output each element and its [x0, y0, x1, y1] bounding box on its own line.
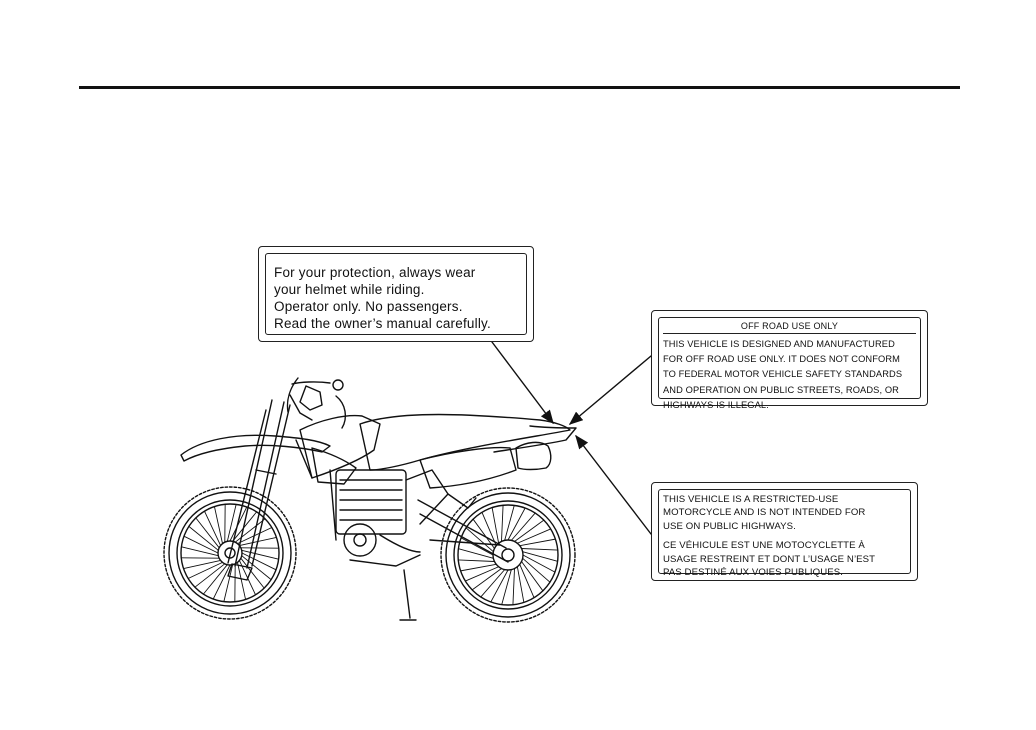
- wheel-spoke: [213, 565, 230, 599]
- arrow-offroad-label: [570, 356, 651, 424]
- wheel-spoke: [522, 548, 558, 550]
- restricted-label-en-line-3: USE ON PUBLIC HIGHWAYS.: [663, 520, 796, 532]
- kickstand: [400, 570, 416, 620]
- wheel-spoke: [242, 556, 271, 580]
- wheel-spoke: [184, 536, 218, 553]
- restricted-label-en-line-1: THIS VEHICLE IS A RESTRICTED-USE: [663, 494, 839, 505]
- handlebar: [287, 378, 345, 428]
- restricted-use-label: [651, 482, 918, 581]
- rear-wheel: [441, 488, 575, 622]
- wheel-spoke: [458, 560, 494, 562]
- arrow-restricted-label: [576, 436, 651, 534]
- restricted-label-fr-line-1: CE VÉHICULE EST UNE MOTOCYCLETTE À: [663, 540, 865, 552]
- wheel-spoke: [242, 550, 279, 559]
- wheel-spoke: [189, 526, 218, 550]
- wheel-spoke: [224, 565, 233, 602]
- offroad-use-label-frame: [658, 317, 921, 410]
- offroad-label-title: OFF ROAD USE ONLY: [663, 321, 916, 334]
- offroad-label-line-3: TO FEDERAL MOTOR VEHICLE SAFETY STANDARDS: [663, 369, 903, 380]
- wheel-spoke: [181, 547, 218, 556]
- side-panel: [420, 448, 516, 488]
- wheel-spoke: [233, 512, 257, 541]
- wheel-spoke: [501, 505, 503, 541]
- wheel-spoke: [458, 549, 493, 559]
- wheel-spoke: [184, 560, 221, 568]
- front-fork: [228, 400, 290, 580]
- helmet-label-line-1: For your protection, always wear: [274, 265, 476, 280]
- wheel-spoke: [204, 511, 220, 545]
- wheel-spoke: [214, 507, 222, 544]
- restricted-label-en-line-2: MOTORCYCLE AND IS NOT INTENDED FOR: [663, 507, 866, 519]
- front-fender: [181, 435, 330, 461]
- wheel-spoke: [203, 565, 227, 594]
- restricted-use-label-frame: [658, 489, 911, 579]
- wheel-spoke: [188, 562, 222, 578]
- engine: [336, 470, 448, 566]
- helmet-label-line-2: your helmet while riding.: [274, 282, 425, 297]
- helmet-warning-label-frame: [265, 253, 527, 335]
- wheel-spoke: [523, 552, 558, 562]
- wheel-spoke: [237, 562, 245, 599]
- offroad-label-line-5: HIGHWAYS IS ILLEGAL.: [663, 399, 769, 410]
- helmet-warning-label: [258, 246, 534, 342]
- restricted-label-fr-line-2: USAGE RESTREINT ET DONT L’USAGE N’EST: [663, 553, 876, 565]
- arrow-helmet-label: [492, 342, 553, 423]
- wheel-spoke: [505, 505, 515, 540]
- frame: [330, 470, 508, 562]
- offroad-label-line-1: THIS VEHICLE IS DESIGNED AND MANUFACTURED: [663, 339, 895, 349]
- offroad-label-line-4: AND OPERATION ON PUBLIC STREETS, ROADS, OR: [663, 384, 899, 395]
- helmet-label-line-3: Operator only. No passengers.: [274, 299, 463, 314]
- wheel-spoke: [513, 569, 515, 605]
- offroad-use-label: [651, 310, 928, 410]
- offroad-label-line-2: FOR OFF ROAD USE ONLY. IT DOES NOT CONFORM: [663, 354, 900, 365]
- restricted-label-fr-line-3: PAS DESTINÉ AUX VOIES PUBLIQUES.: [663, 567, 844, 579]
- helmet-label-line-4: Read the owner’s manual carefully.: [274, 316, 491, 331]
- wheel-spoke: [502, 570, 512, 605]
